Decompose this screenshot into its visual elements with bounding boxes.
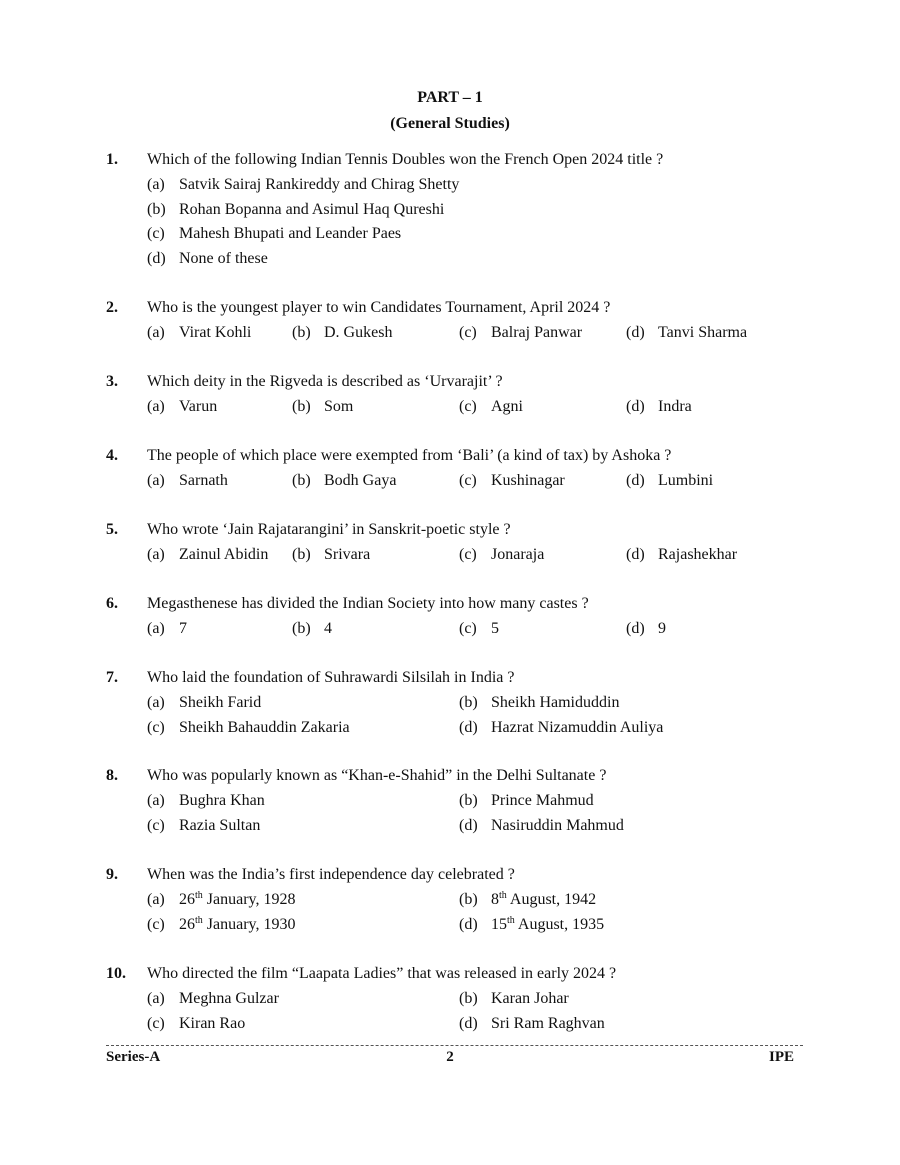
- option-label: (b): [459, 694, 478, 711]
- option-text: Indra: [658, 398, 692, 415]
- question-text: The people of which place were exempted from ‘Bali’ (a kind of tax) by Ashoka ?: [147, 447, 672, 464]
- option-text: Tanvi Sharma: [658, 324, 748, 341]
- option-a: [147, 791, 265, 811]
- option-label: (d): [626, 324, 645, 341]
- option-text: Bodh Gaya: [324, 472, 397, 489]
- option-text: Hazrat Nizamuddin Auliya: [491, 719, 664, 736]
- option-b: [292, 323, 392, 343]
- option-d: [459, 816, 624, 836]
- option-c: [459, 471, 565, 491]
- option-b: [292, 397, 353, 417]
- option-label: (a): [147, 546, 165, 563]
- question-text: Megasthenese has divided the Indian Society into how many castes ?: [147, 595, 589, 612]
- ordinal-suffix: th: [195, 890, 203, 901]
- option-label: (b): [147, 201, 166, 218]
- option-label: (a): [147, 176, 165, 193]
- option-text: Sri Ram Raghvan: [491, 1015, 605, 1032]
- question-text: Which of the following Indian Tennis Doubles won the French Open 2024 title ?: [147, 151, 664, 168]
- option-a: [147, 175, 459, 195]
- option-c: [459, 397, 523, 417]
- option-label: (c): [147, 225, 165, 242]
- question-text: Who directed the film “Laapata Ladies” that was released in early 2024 ?: [147, 965, 617, 982]
- option-d: [626, 397, 692, 417]
- option-label: (d): [626, 472, 645, 489]
- option-label: (a): [147, 694, 165, 711]
- option-day: 15: [491, 916, 507, 933]
- option-b: [292, 545, 370, 565]
- option-text: Lumbini: [658, 472, 714, 489]
- option-a: [147, 693, 261, 713]
- option-text: 7: [179, 620, 187, 637]
- option-d: [626, 323, 747, 343]
- option-label: (d): [626, 546, 645, 563]
- option-text: D. Gukesh: [324, 324, 393, 341]
- option-label: (b): [292, 398, 311, 415]
- option-b: [147, 200, 444, 220]
- option-label: (a): [147, 792, 165, 809]
- option-b: [459, 989, 569, 1009]
- option-label: (d): [459, 916, 478, 933]
- option-text: August, 1935: [514, 916, 605, 933]
- question-text: Which deity in the Rigveda is described as ‘Urvarajit’ ?: [147, 373, 503, 390]
- option-b: [459, 693, 619, 713]
- option-label: (c): [147, 719, 165, 736]
- option-text: Virat Kohli: [179, 324, 252, 341]
- option-d: [626, 619, 666, 639]
- question-number: 6.: [106, 595, 118, 612]
- option-label: (a): [147, 324, 165, 341]
- option-text: August, 1942: [506, 891, 597, 908]
- option-text: Agni: [491, 398, 523, 415]
- option-text: Jonaraja: [491, 546, 545, 563]
- option-text: Sheikh Hamiduddin: [491, 694, 620, 711]
- part-subtitle: (General Studies): [390, 115, 510, 132]
- option-c: [147, 224, 401, 244]
- option-d: [147, 249, 268, 269]
- option-label: (c): [459, 620, 477, 637]
- option-text: Sheikh Bahauddin Zakaria: [179, 719, 350, 736]
- option-label: (c): [459, 546, 477, 563]
- ordinal-suffix: th: [507, 915, 515, 926]
- option-text: Prince Mahmud: [491, 792, 594, 809]
- option-text: Karan Johar: [491, 990, 569, 1007]
- ordinal-suffix: th: [195, 915, 203, 926]
- option-a: [147, 619, 187, 639]
- option-text: Satvik Sairaj Rankireddy and Chirag Shetty: [179, 176, 460, 193]
- option-text: Rohan Bopanna and Asimul Haq Qureshi: [179, 201, 445, 218]
- option-label: (d): [626, 398, 645, 415]
- option-day: 26: [179, 891, 195, 908]
- option-label: (a): [147, 990, 165, 1007]
- option-label: (b): [459, 792, 478, 809]
- option-c: [147, 1014, 245, 1034]
- option-label: (a): [147, 398, 165, 415]
- paper-code: IPE: [768, 1049, 794, 1065]
- option-text: Meghna Gulzar: [179, 990, 279, 1007]
- option-a: [147, 545, 268, 565]
- option-label: (a): [147, 891, 165, 908]
- option-label: (b): [292, 324, 311, 341]
- option-a: [147, 397, 217, 417]
- question-number: 7.: [106, 669, 118, 686]
- option-text: Som: [324, 398, 354, 415]
- footer-divider: [106, 1045, 803, 1046]
- option-text: Mahesh Bhupati and Leander Paes: [179, 225, 402, 242]
- option-label: (b): [292, 620, 311, 637]
- option-text: 5: [491, 620, 499, 637]
- option-text: Varun: [179, 398, 218, 415]
- option-label: (b): [292, 472, 311, 489]
- option-text: Srivara: [324, 546, 371, 563]
- question-text: Who wrote ‘Jain Rajatarangini’ in Sanskrit-poetic style ?: [147, 521, 511, 538]
- option-d: [626, 545, 737, 565]
- option-label: (a): [147, 620, 165, 637]
- option-text: Sarnath: [179, 472, 228, 489]
- option-label: (d): [626, 620, 645, 637]
- question-text: Who was popularly known as “Khan-e-Shahid” in the Delhi Sultanate ?: [147, 767, 607, 784]
- option-text: Balraj Panwar: [491, 324, 583, 341]
- option-day: 26: [179, 916, 195, 933]
- option-d: [459, 1014, 605, 1034]
- option-day: 8: [491, 891, 499, 908]
- option-label: (d): [147, 250, 166, 267]
- ordinal-suffix: th: [499, 890, 507, 901]
- option-d: [459, 718, 663, 738]
- question-text: Who is the youngest player to win Candidates Tournament, April 2024 ?: [147, 299, 611, 316]
- option-c: [459, 619, 499, 639]
- option-text: Sheikh Farid: [179, 694, 262, 711]
- option-c: [459, 323, 582, 343]
- question-number: 3.: [106, 373, 118, 390]
- option-a: [147, 989, 279, 1009]
- option-label: (c): [459, 324, 477, 341]
- question-number: 4.: [106, 447, 118, 464]
- page-number: 2: [446, 1049, 454, 1065]
- option-label: (b): [292, 546, 311, 563]
- option-text: Rajashekhar: [658, 546, 738, 563]
- option-text: January, 1928: [202, 891, 296, 908]
- option-text: Nasiruddin Mahmud: [491, 817, 624, 834]
- option-d: [459, 915, 604, 935]
- option-b: [459, 791, 594, 811]
- option-b: [292, 619, 332, 639]
- question-number: 5.: [106, 521, 118, 538]
- option-a: [147, 471, 228, 491]
- question-text: Who laid the foundation of Suhrawardi Silsilah in India ?: [147, 669, 515, 686]
- option-text: 9: [658, 620, 666, 637]
- option-label: (d): [459, 1015, 478, 1032]
- option-a: [147, 323, 251, 343]
- question-number: 2.: [106, 299, 118, 316]
- option-label: (c): [147, 1015, 165, 1032]
- option-label: (c): [459, 398, 477, 415]
- option-b: [459, 890, 596, 910]
- question-text: When was the India’s first independence day celebrated ?: [147, 866, 515, 883]
- option-c: [459, 545, 544, 565]
- question-number: 1.: [106, 151, 118, 168]
- option-text: January, 1930: [202, 916, 296, 933]
- option-c: [147, 816, 260, 836]
- option-text: Bughra Khan: [179, 792, 265, 809]
- option-c: [147, 718, 350, 738]
- question-number: 8.: [106, 767, 118, 784]
- option-text: Razia Sultan: [179, 817, 261, 834]
- option-label: (d): [459, 719, 478, 736]
- option-label: (c): [147, 817, 165, 834]
- option-text: Kushinagar: [491, 472, 565, 489]
- option-label: (c): [459, 472, 477, 489]
- option-text: None of these: [179, 250, 268, 267]
- option-text: Kiran Rao: [179, 1015, 246, 1032]
- option-label: (a): [147, 472, 165, 489]
- option-label: (c): [147, 916, 165, 933]
- option-a: [147, 890, 296, 910]
- option-text: Zainul Abidin: [179, 546, 269, 563]
- option-text: 4: [324, 620, 332, 637]
- option-label: (d): [459, 817, 478, 834]
- option-label: (b): [459, 891, 478, 908]
- option-d: [626, 471, 713, 491]
- option-label: (b): [459, 990, 478, 1007]
- option-c: [147, 915, 296, 935]
- series-label: Series-A: [106, 1049, 161, 1065]
- question-number: 9.: [106, 866, 118, 883]
- option-b: [292, 471, 396, 491]
- part-title: PART – 1: [417, 89, 483, 106]
- question-number: 10.: [106, 965, 126, 982]
